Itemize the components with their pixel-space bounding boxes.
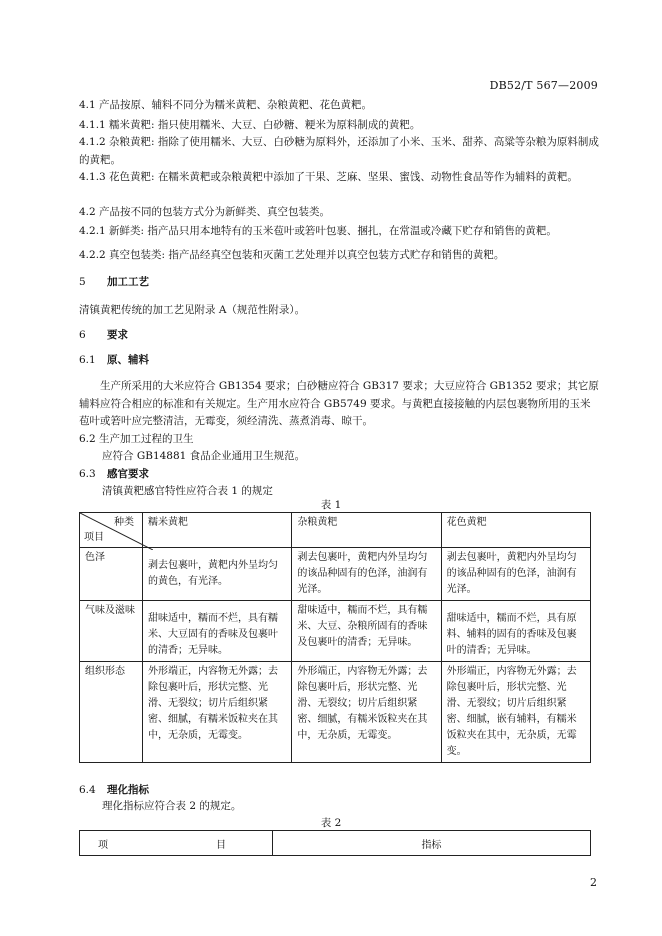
section-6-3-text: 清镇黄粑感官特性应符合表 1 的规定: [102, 485, 273, 497]
table-cell: 外形端正，内容物无外露；去除包裹叶后，形状完整、光滑、无裂纹；切片后组织紧密、细腻，有糯米饭粒夹在其中，无杂质，无霉变。: [143, 662, 292, 763]
cell-text: 甜味适中，糯而不烂，具有原料、辅料的固有的香味及包裹叶的清香；无异味。: [446, 613, 577, 656]
table-cell: 外形端正，内容物无外露；去除包裹叶后，形状完整、光滑、无裂纹；切片后组织紧密、细腻，嵌有辅料，有糯米饭粒夹在其中，无杂质，无霉变。: [441, 662, 590, 763]
row-label: 气味及滋味: [80, 601, 143, 662]
clause-4-1-3: 4.1.3 花色黄粑: 在糯米黄粑或杂粮黄粑中添加了干果、芝麻、坚果、蜜饯、动物性食品等作为辅料的黄粑。: [79, 171, 578, 183]
header-item-cell: [80, 831, 273, 856]
corner-kind-label: 种类: [114, 517, 134, 528]
table-2-caption: 表 2: [320, 817, 342, 829]
section-6-title: 要求: [107, 329, 128, 341]
clause-4-2-1: 4.2.1 新鲜类: 指产品只用本地特有的玉米苞叶或箬叶包裹、捆扎，在常温或冷藏下贮存和销售的黄粑。: [79, 225, 557, 237]
section-6-2-title: 6.2 生产加工过程的卫生: [79, 433, 194, 445]
table-row-flavor: [80, 601, 591, 662]
table-header-row: [80, 513, 591, 548]
table-cell: 甜味适中，糯而不烂，具有糯米、大豆、杂粮所固有的香味及包裹叶的清香；无异味。: [292, 601, 441, 662]
section-6-2-text: 应符合 GB14881 食品企业通用卫生规范。: [102, 450, 306, 462]
cell-text: 甜味适中，糯而不烂，具有糯米、大豆固有的香味及包裹叶的清香；无异味。: [148, 613, 278, 656]
header-index-cell: 指标: [273, 831, 591, 856]
clause-4-1-1: 4.1.1 糯米黄粑: 指只使用糯米、大豆、白砂糖、粳米为原料制成的黄粑。: [79, 119, 421, 131]
section-6-4-text: 理化指标应符合表 2 的规定。: [102, 800, 242, 812]
sensory-table: [79, 512, 591, 763]
section-6-3-heading: [79, 466, 149, 481]
row-label: 组织形态: [80, 662, 143, 763]
table-cell: 剥去包裹叶，黄粑内外呈均匀的该品种固有的色泽，油润有光泽。: [441, 548, 590, 601]
section-6-3-number: 6.3: [79, 468, 96, 480]
section-5-number: 5: [79, 276, 86, 288]
section-6-3-title: 感官要求: [107, 468, 149, 480]
header-xiang: 项: [98, 839, 108, 851]
section-6-4-heading: [79, 782, 149, 797]
section-5-heading: [79, 274, 149, 289]
section-6-4-title: 理化指标: [107, 784, 149, 796]
cell-text: 剥去包裹叶，黄粑内外呈均匀的黄色，有光泽。: [148, 560, 278, 587]
table-row-color: [80, 548, 591, 601]
table-cell: 外形端正，内容物无外露；去除包裹叶后，形状完整、光滑、无裂纹；切片后组织紧密、细腻，有糯米饭粒夹在其中，无杂质，无霉变。: [292, 662, 441, 763]
standard-number: DB52/T 567—2009: [489, 79, 598, 92]
section-6-1-text: 生产所采用的大米应符合 GB1354 要求；白砂糖应符合 GB317 要求；大豆应符合 GB1352 要求；其它原辅料应符合相应的标准和有关规定。生产用水应符合 GB5749 要求。与黄粑直接接触的内层包裹物所用的玉米苞叶或箬叶应完整清洁，无霉变，须经清洗、蒸煮消毒、晾干。: [79, 380, 599, 427]
table-cell: 剥去包裹叶，黄粑内外呈均匀的该品种固有的色泽，油润有光泽。: [292, 548, 441, 601]
table-header-row: [80, 831, 591, 856]
clause-4-2-2: 4.2.2 真空包装类: 指产品经真空包装和灭菌工艺处理并以真空包装方式贮存和销售的黄粑。: [79, 249, 505, 261]
section-6-1-title: 原、辅料: [107, 354, 149, 366]
section-6-number: 6: [79, 329, 86, 341]
table-1-caption: 表 1: [320, 499, 342, 511]
clause-4-1-2: 4.1.2 杂粮黄粑: 指除了使用糯米、大豆、白砂糖为原料外，还添加了小米、玉米、甜荞、高粱等杂粮为原料制成的黄粑。: [79, 136, 599, 166]
section-6-1-number: 6.1: [79, 354, 96, 366]
table-cell: [143, 601, 292, 662]
clause-4-1: 4.1 产品按原、辅料不同分为糯米黄粑、杂粮黄粑、花色黄粑。: [79, 99, 373, 111]
header-mu: 目: [216, 839, 226, 851]
section-6-4-number: 6.4: [79, 784, 96, 796]
row-label: 色泽: [80, 548, 143, 601]
clause-4-2: 4.2 产品按不同的包装方式分为新鲜类、真空包装类。: [79, 206, 331, 218]
section-6-1-heading: [79, 352, 149, 367]
header-cell: 杂粮黄粑: [292, 513, 441, 548]
physicochemical-table: [79, 830, 591, 856]
header-cell: 糯米黄粑: [143, 513, 292, 548]
section-5-title: 加工工艺: [107, 276, 149, 288]
section-5-text: 清镇黄粑传统的加工艺见附录 A（规范性附录）。: [79, 304, 306, 316]
table-cell: [143, 548, 292, 601]
table-corner-cell: [80, 513, 143, 548]
table-cell: [441, 601, 590, 662]
header-cell: 花色黄粑: [441, 513, 590, 548]
section-6-heading: [79, 327, 128, 342]
corner-item-label: 项目: [84, 532, 104, 543]
page-number: 2: [590, 876, 597, 889]
table-row-texture: [80, 662, 591, 763]
